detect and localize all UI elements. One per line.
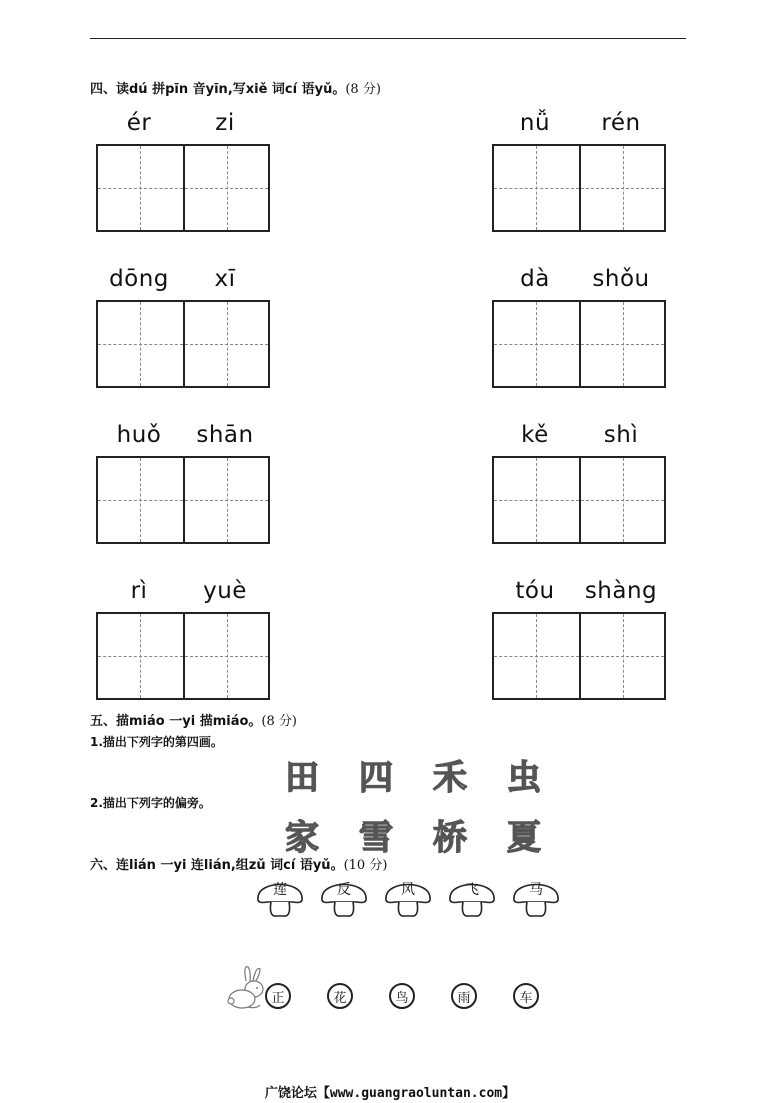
section5-question-1: 1.描出下列字的第四画。	[90, 735, 223, 749]
pinyin-syllable: shì	[603, 422, 639, 448]
top-rule	[90, 38, 686, 39]
circle-character[interactable]: 花	[327, 983, 353, 1009]
trace-character[interactable]: 桥	[433, 818, 467, 858]
section5-title: 五、描miáo 一yi 描miáo。	[90, 714, 262, 729]
writing-grid	[96, 456, 270, 544]
mushroom-card[interactable]	[383, 874, 443, 920]
pinyin-syllable: huǒ	[116, 422, 162, 448]
pinyin-syllable: tóu	[515, 578, 555, 604]
pinyin-syllable: dà	[520, 266, 550, 292]
writing-grid	[96, 612, 270, 700]
writing-cell[interactable]	[183, 146, 268, 230]
circle-character[interactable]: 车	[513, 983, 539, 1009]
writing-cell[interactable]	[579, 302, 664, 386]
trace-character[interactable]: 虫	[507, 758, 541, 798]
circle-character[interactable]: 雨	[451, 983, 477, 1009]
writing-grid	[96, 144, 270, 232]
footer-text: 广饶论坛【www.guangraoluntan.com】	[264, 1086, 516, 1101]
writing-cell[interactable]	[98, 458, 183, 542]
mushroom-card[interactable]	[447, 874, 507, 920]
writing-grid	[492, 612, 666, 700]
trace-character[interactable]: 四	[359, 758, 393, 798]
section5-heading	[90, 710, 297, 729]
writing-cell[interactable]	[579, 614, 664, 698]
pinyin-syllable: nǚ	[519, 110, 551, 136]
pinyin-syllable: zi	[215, 110, 235, 136]
mushroom-card[interactable]	[319, 874, 379, 920]
mushroom-label: 飞	[465, 882, 479, 898]
mushroom-card[interactable]	[255, 874, 315, 920]
writing-grid	[96, 300, 270, 388]
writing-grid	[492, 144, 666, 232]
pinyin-syllable: shān	[196, 422, 254, 448]
writing-grid	[492, 300, 666, 388]
circle-character[interactable]: 正	[265, 983, 291, 1009]
writing-cell[interactable]	[494, 302, 579, 386]
pinyin-syllable: yuè	[203, 578, 247, 604]
section4-heading	[90, 78, 381, 97]
pinyin-syllable: shǒu	[592, 266, 650, 292]
section5-points: (8 分)	[261, 714, 297, 729]
writing-cell[interactable]	[579, 458, 664, 542]
mushroom-label: 马	[529, 882, 543, 898]
writing-cell[interactable]	[579, 146, 664, 230]
pinyin-syllable: rén	[601, 110, 641, 136]
writing-cell[interactable]	[183, 458, 268, 542]
writing-cell[interactable]	[98, 146, 183, 230]
mushroom-label: 莲	[273, 882, 287, 898]
trace-row-2	[265, 810, 561, 859]
pinyin-syllable: kě	[521, 422, 549, 448]
pinyin-syllable: dōng	[109, 266, 169, 292]
writing-cell[interactable]	[183, 302, 268, 386]
writing-cell[interactable]	[494, 146, 579, 230]
pinyin-syllable: rì	[130, 578, 148, 604]
mushroom-card[interactable]	[511, 874, 571, 920]
section4-title: 四、读dú 拼pīn 音yīn,写xiě 词cí 语yǔ。	[90, 82, 346, 97]
mushroom-label: 反	[337, 882, 351, 898]
section6-points: (10 分)	[343, 858, 388, 873]
section5-question-2: 2.描出下列字的偏旁。	[90, 796, 211, 810]
circle-character[interactable]: 鸟	[389, 983, 415, 1009]
mushroom-row	[255, 874, 575, 920]
trace-character[interactable]: 雪	[359, 818, 393, 858]
pinyin-syllable: shàng	[584, 578, 658, 604]
pinyin-syllable: xī	[214, 266, 236, 292]
writing-cell[interactable]	[183, 614, 268, 698]
section6-title: 六、连lián 一yi 连lián,组zǔ 词cí 语yǔ。	[90, 858, 344, 873]
section4-points: (8 分)	[345, 82, 381, 97]
writing-cell[interactable]	[494, 458, 579, 542]
circle-row	[265, 983, 575, 1009]
writing-cell[interactable]	[494, 614, 579, 698]
trace-character[interactable]: 禾	[433, 758, 467, 798]
writing-cell[interactable]	[98, 302, 183, 386]
writing-grid	[492, 456, 666, 544]
pinyin-syllable: ér	[126, 110, 152, 136]
trace-row-1	[265, 750, 561, 799]
rabbit-icon	[226, 963, 270, 1011]
trace-character[interactable]: 家	[285, 818, 319, 858]
mushroom-label: 风	[401, 882, 415, 898]
section6-heading	[90, 854, 387, 873]
trace-character[interactable]: 田	[285, 758, 319, 798]
writing-cell[interactable]	[98, 614, 183, 698]
trace-character[interactable]: 夏	[507, 818, 541, 858]
